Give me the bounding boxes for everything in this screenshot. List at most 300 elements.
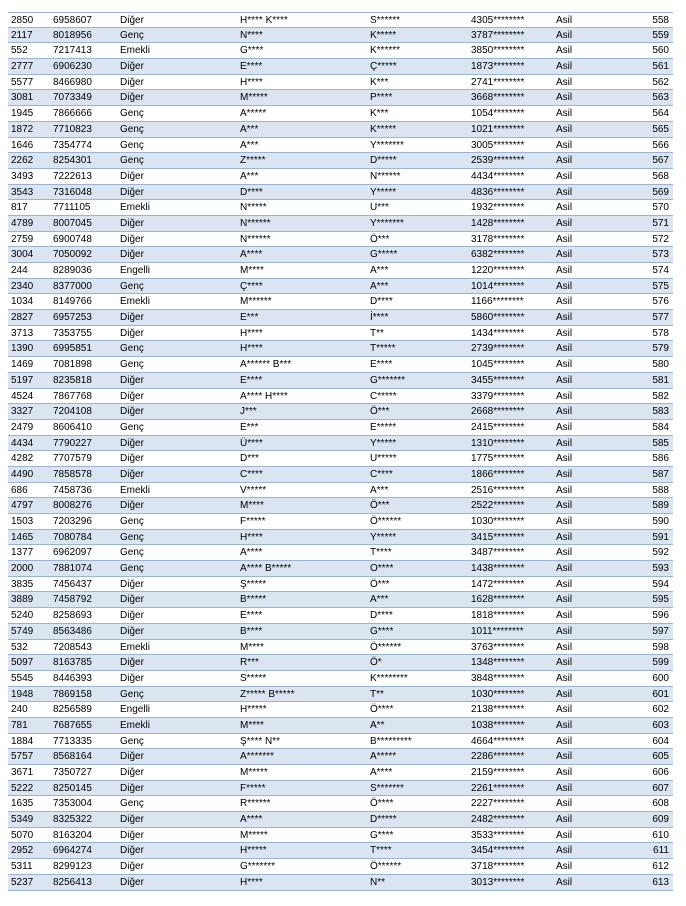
sequence-number-cell: 610 — [652, 829, 669, 841]
status-cell: Asil — [556, 202, 573, 214]
masked-surname-cell: T***** — [370, 343, 396, 355]
status-cell: Asil — [556, 280, 573, 292]
masked-name-cell: A***** — [240, 108, 267, 120]
masked-surname-cell: C***** — [370, 390, 397, 402]
application-number-cell: 8606410 — [53, 421, 92, 433]
category-cell: Diğer — [120, 217, 144, 229]
category-cell: Diğer — [120, 390, 144, 402]
masked-surname-cell: Y***** — [370, 437, 397, 449]
row-id-cell: 1948 — [11, 688, 34, 700]
masked-phone-cell: 3013******** — [471, 876, 525, 888]
sequence-number-cell: 564 — [652, 108, 669, 120]
sequence-number-cell: 600 — [652, 672, 669, 684]
masked-surname-cell: Y******* — [370, 217, 404, 229]
masked-phone-cell: 4664******** — [471, 735, 525, 747]
category-cell: Diğer — [120, 814, 144, 826]
sequence-number-cell: 585 — [652, 437, 669, 449]
masked-name-cell: Ş***** — [240, 578, 267, 590]
table-row — [8, 106, 673, 122]
status-cell: Asil — [556, 625, 573, 637]
status-cell: Asil — [556, 265, 573, 276]
masked-surname-cell: A*** — [370, 265, 389, 276]
status-cell: Asil — [556, 547, 573, 559]
sequence-number-cell: 574 — [652, 265, 669, 276]
table-row — [8, 875, 673, 891]
masked-name-cell: D*** — [240, 453, 259, 465]
application-number-cell: 6962097 — [53, 547, 92, 559]
category-cell: Diğer — [120, 767, 144, 778]
table-row — [8, 483, 673, 499]
masked-name-cell: M**** — [240, 500, 264, 512]
category-cell: Genç — [120, 280, 144, 292]
row-id-cell: 5222 — [11, 782, 34, 794]
masked-phone-cell: 2482******** — [471, 814, 525, 826]
category-cell: Diğer — [120, 92, 144, 104]
masked-name-cell: Z***** B***** — [240, 688, 295, 700]
status-cell: Asil — [556, 767, 573, 778]
table-row — [8, 718, 673, 734]
sequence-number-cell: 604 — [652, 735, 669, 747]
masked-surname-cell: A*** — [370, 484, 389, 496]
masked-phone-cell: 1220******** — [471, 265, 525, 276]
masked-name-cell: G******* — [240, 861, 276, 873]
row-id-cell: 532 — [11, 641, 28, 653]
row-id-cell: 3327 — [11, 406, 34, 418]
table-row — [8, 279, 673, 295]
application-number-cell: 8256589 — [53, 704, 92, 716]
status-cell: Asil — [556, 170, 573, 182]
masked-surname-cell: Ç***** — [370, 61, 397, 73]
category-cell: Diğer — [120, 861, 144, 873]
status-cell: Asil — [556, 845, 573, 857]
masked-surname-cell: G******* — [370, 374, 406, 386]
table-row — [8, 420, 673, 436]
masked-surname-cell: Y******* — [370, 139, 404, 151]
category-cell: Diğer — [120, 657, 144, 669]
row-id-cell: 4490 — [11, 468, 34, 480]
masked-phone-cell: 3455******** — [471, 374, 525, 386]
masked-surname-cell: D***** — [370, 155, 397, 167]
masked-phone-cell: 1866******** — [471, 468, 525, 480]
masked-name-cell: Ü**** — [240, 437, 263, 449]
masked-phone-cell: 3178******** — [471, 233, 525, 245]
masked-surname-cell: T**** — [370, 845, 392, 857]
row-id-cell: 3543 — [11, 186, 34, 198]
status-cell: Asil — [556, 735, 573, 747]
table-row — [8, 90, 673, 106]
category-cell: Diğer — [120, 76, 144, 88]
masked-phone-cell: 1873******** — [471, 61, 525, 73]
application-number-cell: 8256413 — [53, 876, 92, 888]
masked-name-cell: A****** B*** — [240, 359, 292, 371]
application-number-cell: 7073349 — [53, 92, 92, 104]
sequence-number-cell: 579 — [652, 343, 669, 355]
sequence-number-cell: 582 — [652, 390, 669, 402]
row-id-cell: 2827 — [11, 312, 34, 324]
category-cell: Emekli — [120, 641, 151, 653]
category-cell: Genç — [120, 516, 144, 527]
status-cell: Asil — [556, 500, 573, 512]
table-row — [8, 294, 673, 310]
application-number-cell: 7707579 — [53, 453, 92, 465]
masked-name-cell: F***** — [240, 782, 266, 794]
masked-surname-cell: U*** — [370, 202, 389, 214]
table-row — [8, 341, 673, 357]
status-cell: Asil — [556, 563, 573, 575]
masked-name-cell: M***** — [240, 92, 268, 104]
row-id-cell: 2117 — [11, 29, 33, 41]
sequence-number-cell: 559 — [652, 29, 669, 41]
row-id-cell: 2850 — [11, 15, 34, 26]
category-cell: Diğer — [120, 610, 144, 622]
masked-name-cell: G**** — [240, 45, 264, 57]
status-cell: Asil — [556, 672, 573, 684]
status-cell: Asil — [556, 782, 573, 794]
status-cell: Asil — [556, 751, 573, 763]
row-id-cell: 3081 — [11, 92, 34, 104]
status-cell: Asil — [556, 610, 573, 622]
masked-surname-cell: Ö****** — [370, 861, 402, 873]
sequence-number-cell: 592 — [652, 547, 669, 559]
application-number-cell: 6958607 — [53, 15, 92, 26]
masked-phone-cell: 6382******** — [471, 249, 525, 261]
masked-surname-cell: U***** — [370, 453, 397, 465]
masked-surname-cell: Ö**** — [370, 798, 394, 810]
status-cell: Asil — [556, 704, 573, 716]
application-number-cell: 6964274 — [53, 845, 92, 857]
masked-name-cell: H**** — [240, 327, 263, 339]
masked-phone-cell: 1472******** — [471, 578, 525, 590]
masked-phone-cell: 1166******** — [471, 296, 524, 308]
category-cell: Emekli — [120, 719, 151, 731]
sequence-number-cell: 575 — [652, 280, 669, 292]
table-row — [8, 561, 673, 577]
sequence-number-cell: 593 — [652, 563, 669, 575]
table-row — [8, 216, 673, 232]
status-cell: Asil — [556, 108, 573, 120]
masked-phone-cell: 2415******** — [471, 421, 525, 433]
application-number-cell: 6900748 — [53, 233, 92, 245]
category-cell: Diğer — [120, 453, 144, 465]
application-number-cell: 8163785 — [53, 657, 92, 669]
table-row — [8, 122, 673, 138]
sequence-number-cell: 571 — [652, 217, 669, 229]
masked-name-cell: H**** — [240, 531, 263, 543]
application-number-cell: 7354774 — [53, 139, 92, 151]
sequence-number-cell: 584 — [652, 421, 669, 433]
status-cell: Asil — [556, 829, 573, 841]
row-id-cell: 3493 — [11, 170, 34, 182]
masked-surname-cell: D**** — [370, 610, 393, 622]
row-id-cell: 552 — [11, 45, 28, 57]
masked-name-cell: H**** — [240, 343, 263, 355]
masked-name-cell: E*** — [240, 312, 259, 324]
masked-phone-cell: 2741******** — [471, 76, 525, 88]
masked-surname-cell: N****** — [370, 170, 401, 182]
category-cell: Diğer — [120, 751, 144, 763]
masked-phone-cell: 2286******** — [471, 751, 525, 763]
category-cell: Diğer — [120, 845, 144, 857]
status-cell: Asil — [556, 186, 573, 198]
masked-surname-cell: B********* — [370, 735, 412, 747]
category-cell: Diğer — [120, 782, 144, 794]
status-cell: Asil — [556, 92, 573, 104]
masked-surname-cell: K***** — [370, 29, 397, 41]
application-number-cell: 7711105 — [53, 202, 91, 214]
masked-phone-cell: 3668******** — [471, 92, 525, 104]
masked-surname-cell: Ö****** — [370, 516, 402, 527]
sequence-number-cell: 591 — [652, 531, 669, 543]
row-id-cell: 3671 — [11, 767, 34, 778]
application-number-cell: 7208543 — [53, 641, 92, 653]
sequence-number-cell: 560 — [652, 45, 669, 57]
row-id-cell: 686 — [11, 484, 28, 496]
masked-phone-cell: 1775******** — [471, 453, 525, 465]
row-id-cell: 1635 — [11, 798, 34, 810]
masked-name-cell: Ç**** — [240, 280, 263, 292]
sequence-number-cell: 577 — [652, 312, 669, 324]
row-id-cell: 2340 — [11, 280, 34, 292]
results-table — [8, 12, 673, 891]
category-cell: Engelli — [120, 704, 151, 716]
table-row — [8, 765, 673, 781]
masked-phone-cell: 4434******** — [471, 170, 525, 182]
application-number-cell: 7316048 — [53, 186, 92, 198]
sequence-number-cell: 565 — [652, 123, 669, 135]
category-cell: Genç — [120, 139, 144, 151]
masked-name-cell: M**** — [240, 641, 264, 653]
masked-name-cell: B***** — [240, 594, 267, 606]
row-id-cell: 240 — [11, 704, 28, 716]
masked-phone-cell: 1030******** — [471, 516, 525, 527]
category-cell: Diğer — [120, 327, 144, 339]
masked-surname-cell: S******* — [370, 782, 404, 794]
row-id-cell: 2759 — [11, 233, 34, 245]
masked-name-cell: N****** — [240, 233, 271, 245]
row-id-cell: 5097 — [11, 657, 34, 669]
row-id-cell: 1884 — [11, 735, 34, 747]
masked-surname-cell: D***** — [370, 814, 397, 826]
status-cell: Asil — [556, 484, 573, 496]
status-cell: Asil — [556, 861, 573, 873]
masked-name-cell: N****** — [240, 217, 271, 229]
masked-name-cell: M***** — [240, 767, 268, 778]
table-row — [8, 404, 673, 420]
sequence-number-cell: 609 — [652, 814, 669, 826]
application-number-cell: 7790227 — [53, 437, 92, 449]
sequence-number-cell: 595 — [652, 594, 669, 606]
table-row — [8, 263, 673, 279]
row-id-cell: 4434 — [11, 437, 34, 449]
table-row — [8, 357, 673, 373]
application-number-cell: 7217413 — [53, 45, 92, 57]
masked-phone-cell: 3005******** — [471, 139, 525, 151]
sequence-number-cell: 566 — [652, 139, 669, 151]
table-row — [8, 389, 673, 405]
masked-phone-cell: 1021******** — [471, 123, 525, 135]
category-cell: Diğer — [120, 578, 144, 590]
status-cell: Asil — [556, 814, 573, 826]
status-cell: Asil — [556, 45, 573, 57]
sequence-number-cell: 598 — [652, 641, 669, 653]
category-cell: Emekli — [120, 296, 151, 308]
category-cell: Genç — [120, 547, 144, 559]
masked-surname-cell: A*** — [370, 280, 389, 292]
application-number-cell: 8250145 — [53, 782, 92, 794]
table-row — [8, 592, 673, 608]
category-cell: Genç — [120, 359, 144, 371]
application-number-cell: 7353004 — [53, 798, 92, 810]
application-number-cell: 7081898 — [53, 359, 92, 371]
sequence-number-cell: 603 — [652, 719, 669, 731]
masked-surname-cell: G***** — [370, 249, 398, 261]
row-id-cell: 3713 — [11, 327, 34, 339]
sequence-number-cell: 581 — [652, 374, 669, 386]
masked-name-cell: H***** — [240, 845, 267, 857]
table-row — [8, 828, 673, 844]
application-number-cell: 7687655 — [53, 719, 92, 731]
sequence-number-cell: 612 — [652, 861, 669, 873]
status-cell: Asil — [556, 719, 573, 731]
table-row — [8, 169, 673, 185]
masked-name-cell: H**** K**** — [240, 15, 288, 26]
category-cell: Genç — [120, 29, 144, 41]
masked-surname-cell: S****** — [370, 15, 401, 26]
masked-name-cell: E**** — [240, 610, 263, 622]
masked-surname-cell: Ö*** — [370, 233, 390, 245]
masked-name-cell: E**** — [240, 374, 263, 386]
masked-phone-cell: 3454******** — [471, 845, 525, 857]
masked-phone-cell: 1038******** — [471, 719, 525, 731]
table-row — [8, 59, 673, 75]
masked-phone-cell: 2539******** — [471, 155, 525, 167]
masked-phone-cell: 3718******** — [471, 861, 525, 873]
sequence-number-cell: 599 — [652, 657, 669, 669]
sequence-number-cell: 580 — [652, 359, 669, 371]
sequence-number-cell: 613 — [652, 876, 669, 888]
table-row — [8, 232, 673, 248]
masked-name-cell: C**** — [240, 468, 263, 480]
masked-phone-cell: 2516******** — [471, 484, 525, 496]
table-row — [8, 749, 673, 765]
table-row — [8, 781, 673, 797]
sequence-number-cell: 562 — [652, 76, 669, 88]
application-number-cell: 8568164 — [53, 751, 92, 763]
masked-name-cell: D**** — [240, 186, 263, 198]
category-cell: Emekli — [120, 45, 151, 57]
row-id-cell: 4524 — [11, 390, 34, 402]
table-row — [8, 608, 673, 624]
masked-surname-cell: Y***** — [370, 531, 397, 543]
table-row — [8, 153, 673, 169]
masked-surname-cell: N** — [370, 876, 386, 888]
masked-surname-cell: O**** — [370, 563, 394, 575]
sequence-number-cell: 607 — [652, 782, 669, 794]
table-row — [8, 247, 673, 263]
application-number-cell: 8163204 — [53, 829, 92, 841]
application-number-cell: 7350727 — [53, 767, 92, 778]
row-id-cell: 1377 — [11, 547, 34, 559]
application-number-cell: 6995851 — [53, 343, 92, 355]
category-cell: Diğer — [120, 437, 144, 449]
status-cell: Asil — [556, 453, 573, 465]
masked-phone-cell: 1011******** — [471, 625, 524, 637]
application-number-cell: 6906230 — [53, 61, 92, 73]
sequence-number-cell: 588 — [652, 484, 669, 496]
sequence-number-cell: 596 — [652, 610, 669, 622]
status-cell: Asil — [556, 421, 573, 433]
category-cell: Genç — [120, 108, 144, 120]
row-id-cell: 1034 — [11, 296, 34, 308]
masked-phone-cell: 4836******** — [471, 186, 525, 198]
masked-name-cell: E*** — [240, 421, 259, 433]
status-cell: Asil — [556, 657, 573, 669]
application-number-cell: 8008276 — [53, 500, 92, 512]
sequence-number-cell: 586 — [652, 453, 669, 465]
masked-phone-cell: 2159******** — [471, 767, 525, 778]
category-cell: Diğer — [120, 233, 144, 245]
application-number-cell: 8018956 — [53, 29, 92, 41]
masked-phone-cell: 3787******** — [471, 29, 525, 41]
status-cell: Asil — [556, 312, 573, 324]
masked-name-cell: A**** — [240, 814, 263, 826]
status-cell: Asil — [556, 61, 573, 73]
masked-name-cell: S***** — [240, 672, 267, 684]
table-row — [8, 75, 673, 91]
masked-phone-cell: 1045******** — [471, 359, 525, 371]
table-row — [8, 655, 673, 671]
row-id-cell: 244 — [11, 265, 28, 276]
masked-phone-cell: 4305******** — [471, 15, 525, 26]
table-row — [8, 702, 673, 718]
status-cell: Asil — [556, 876, 573, 888]
masked-phone-cell: 2227******** — [471, 798, 525, 810]
status-cell: Asil — [556, 437, 573, 449]
masked-surname-cell: Ö*** — [370, 500, 390, 512]
application-number-cell: 7710823 — [53, 123, 92, 135]
table-row — [8, 373, 673, 389]
category-cell: Genç — [120, 563, 144, 575]
status-cell: Asil — [556, 123, 573, 135]
table-row — [8, 671, 673, 687]
table-row — [8, 859, 673, 875]
row-id-cell: 2479 — [11, 421, 34, 433]
row-id-cell: 781 — [11, 719, 28, 731]
masked-name-cell: R****** — [240, 798, 271, 810]
status-cell: Asil — [556, 249, 573, 261]
masked-surname-cell: A**** — [370, 767, 393, 778]
category-cell: Genç — [120, 798, 144, 810]
masked-phone-cell: 1628******** — [471, 594, 525, 606]
category-cell: Diğer — [120, 594, 144, 606]
sequence-number-cell: 558 — [652, 15, 669, 26]
category-cell: Genç — [120, 123, 144, 135]
status-cell: Asil — [556, 641, 573, 653]
masked-surname-cell: C**** — [370, 468, 393, 480]
row-id-cell: 5070 — [11, 829, 34, 841]
status-cell: Asil — [556, 217, 573, 229]
table-row — [8, 498, 673, 514]
table-row — [8, 514, 673, 530]
status-cell: Asil — [556, 139, 573, 151]
masked-phone-cell: 3848******** — [471, 672, 525, 684]
sequence-number-cell: 608 — [652, 798, 669, 810]
sequence-number-cell: 563 — [652, 92, 669, 104]
masked-phone-cell: 1434******** — [471, 327, 525, 339]
masked-name-cell: Z***** — [240, 155, 266, 167]
application-number-cell: 7869158 — [53, 688, 92, 700]
table-row — [8, 436, 673, 452]
